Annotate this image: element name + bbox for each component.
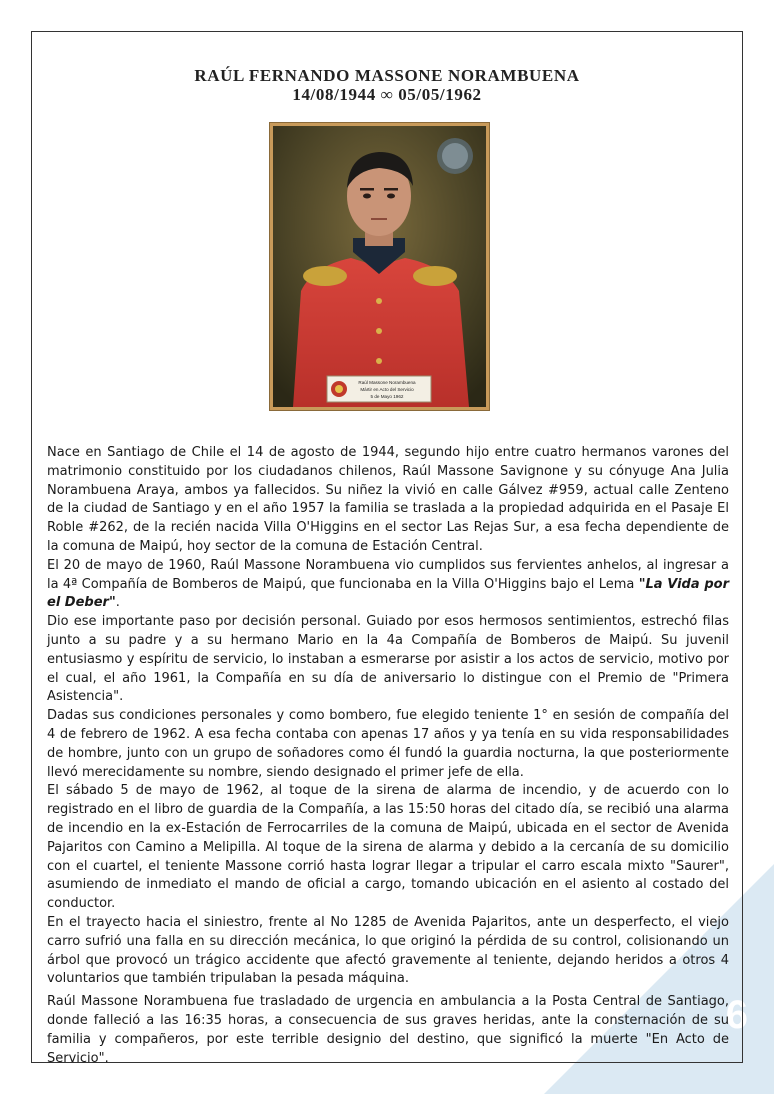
plaque-line-3: 5 de Mayo 1962 (370, 394, 404, 399)
portrait-image (270, 123, 489, 410)
biography-text (47, 444, 729, 1068)
motto-text: "La Vida por el Deber" (47, 576, 729, 611)
paragraph-joining-text: El 20 de mayo de 1960, Raúl Massone Norambuena vio cumplidos sus fervientes anhelos, al ingresar a la 4ª Compañía de Bomberos de Maipú, que funcionaba en la Villa O'Higgins bajo el Lema (47, 557, 729, 592)
title-name: RAÚL FERNANDO MASSONE NORAMBUENA (194, 66, 580, 85)
paragraph-decision: Dio ese importante paso por decisión personal. Guiado por esos hermosos sentimientos, estrechó filas junto a su padre y a su hermano Mario en la 4a Compañía de Bomberos de Maipú. Su juvenil entusiasmo y espíritu de servicio, lo instaban a esmerarse por asistir a los actos de servicio, motivo por el cual, el año 1961, la Compañía en su día de aniversario lo distingue con el Premio de "Primera Asistencia". (47, 614, 729, 705)
page-title (32, 66, 742, 104)
page-frame (31, 31, 743, 1066)
page-number: 6 (725, 993, 748, 1037)
paragraph-lieutenant: Dadas sus condiciones personales y como bombero, fue elegido teniente 1° en sesión de compañía del 4 de febrero de 1962. A esa fecha contaba con apenas 17 años y ya tenía en su vida responsabilidades de hombre, junto con un grupo de soñadores como él fundó la guardia nocturna, la que posteriormente llevó merecidamente su nombre, siendo designado el primer jefe de ella. (47, 708, 729, 780)
plaque-line-2: Mártir en Acto del Servicio (360, 387, 414, 392)
plaque-line-1: Raúl Massone Norambuena (358, 380, 416, 385)
paragraph-birth: Nace en Santiago de Chile el 14 de agosto de 1944, segundo hijo entre cuatro hermanos varones del matrimonio constituido por los ciudadanos chilenos, Raúl Massone Savignone y su cónyuge Ana Julia Norambuena Araya, ambos ya fallecidos. Su niñez la vivió en calle Gálvez #959, actual calle Zenteno de la ciudad de Santiago y en el año 1957 la familia se traslada a la propiedad adquirida en el Pasaje El Roble #262, de la recién nacida Villa O'Higgins en el sector Las Rejas Sur, a esa fecha dependiente de la comuna de Maipú, hoy sector de la comuna de Estación Central. (47, 445, 729, 554)
paragraph-alarm: El sábado 5 de mayo de 1962, al toque de la sirena de alarma de incendio, y de acuerdo con lo registrado en el libro de guardia de la Compañía, a las 15:50 horas del citado día, se recibió una alarma de incendio en la ex-Estación de Ferrocarriles de la comuna de Maipú, ubicada en el sector de Avenida Pajaritos con Camino a Melipilla. Al toque de la sirena de alarma y debido a la cercanía de su domicilio con el cuartel, el teniente Massone corrió hasta lograr llegar a tripular el carro escala mixto "Saurer", asumiendo de inmediato el mando de oficial a cargo, tomando ubicación en el asiento al costado del conductor. (47, 783, 729, 912)
paragraph-accident: En el trayecto hacia el siniestro, frente al No 1285 de Avenida Pajaritos, ante un desperfecto, el viejo carro sufrió una falla en su dirección mecánica, lo que originó la pérdida de su control, colisionando un árbol que provocó un trágico accidente que afectó gravemente al teniente, dejando heridos a otros 4 voluntarios que también tripulaban la pesada máquina. (47, 914, 729, 987)
paragraph-joining (47, 557, 729, 613)
title-dates: 14/08/1944 ∞ 05/05/1962 (292, 85, 482, 104)
paragraph-death: Raúl Massone Norambuena fue trasladado de urgencia en ambulancia a la Posta Central de Santiago, donde falleció a las 16:35 horas, a consecuencia de sus graves heridas, ante la consternación de su familia y compañeros, por este terrible designio del destino, que significó la muerte "En Acto de Servicio". (47, 994, 729, 1066)
portrait-painting-icon (273, 126, 486, 407)
paragraph-joining-end: . (115, 595, 120, 611)
